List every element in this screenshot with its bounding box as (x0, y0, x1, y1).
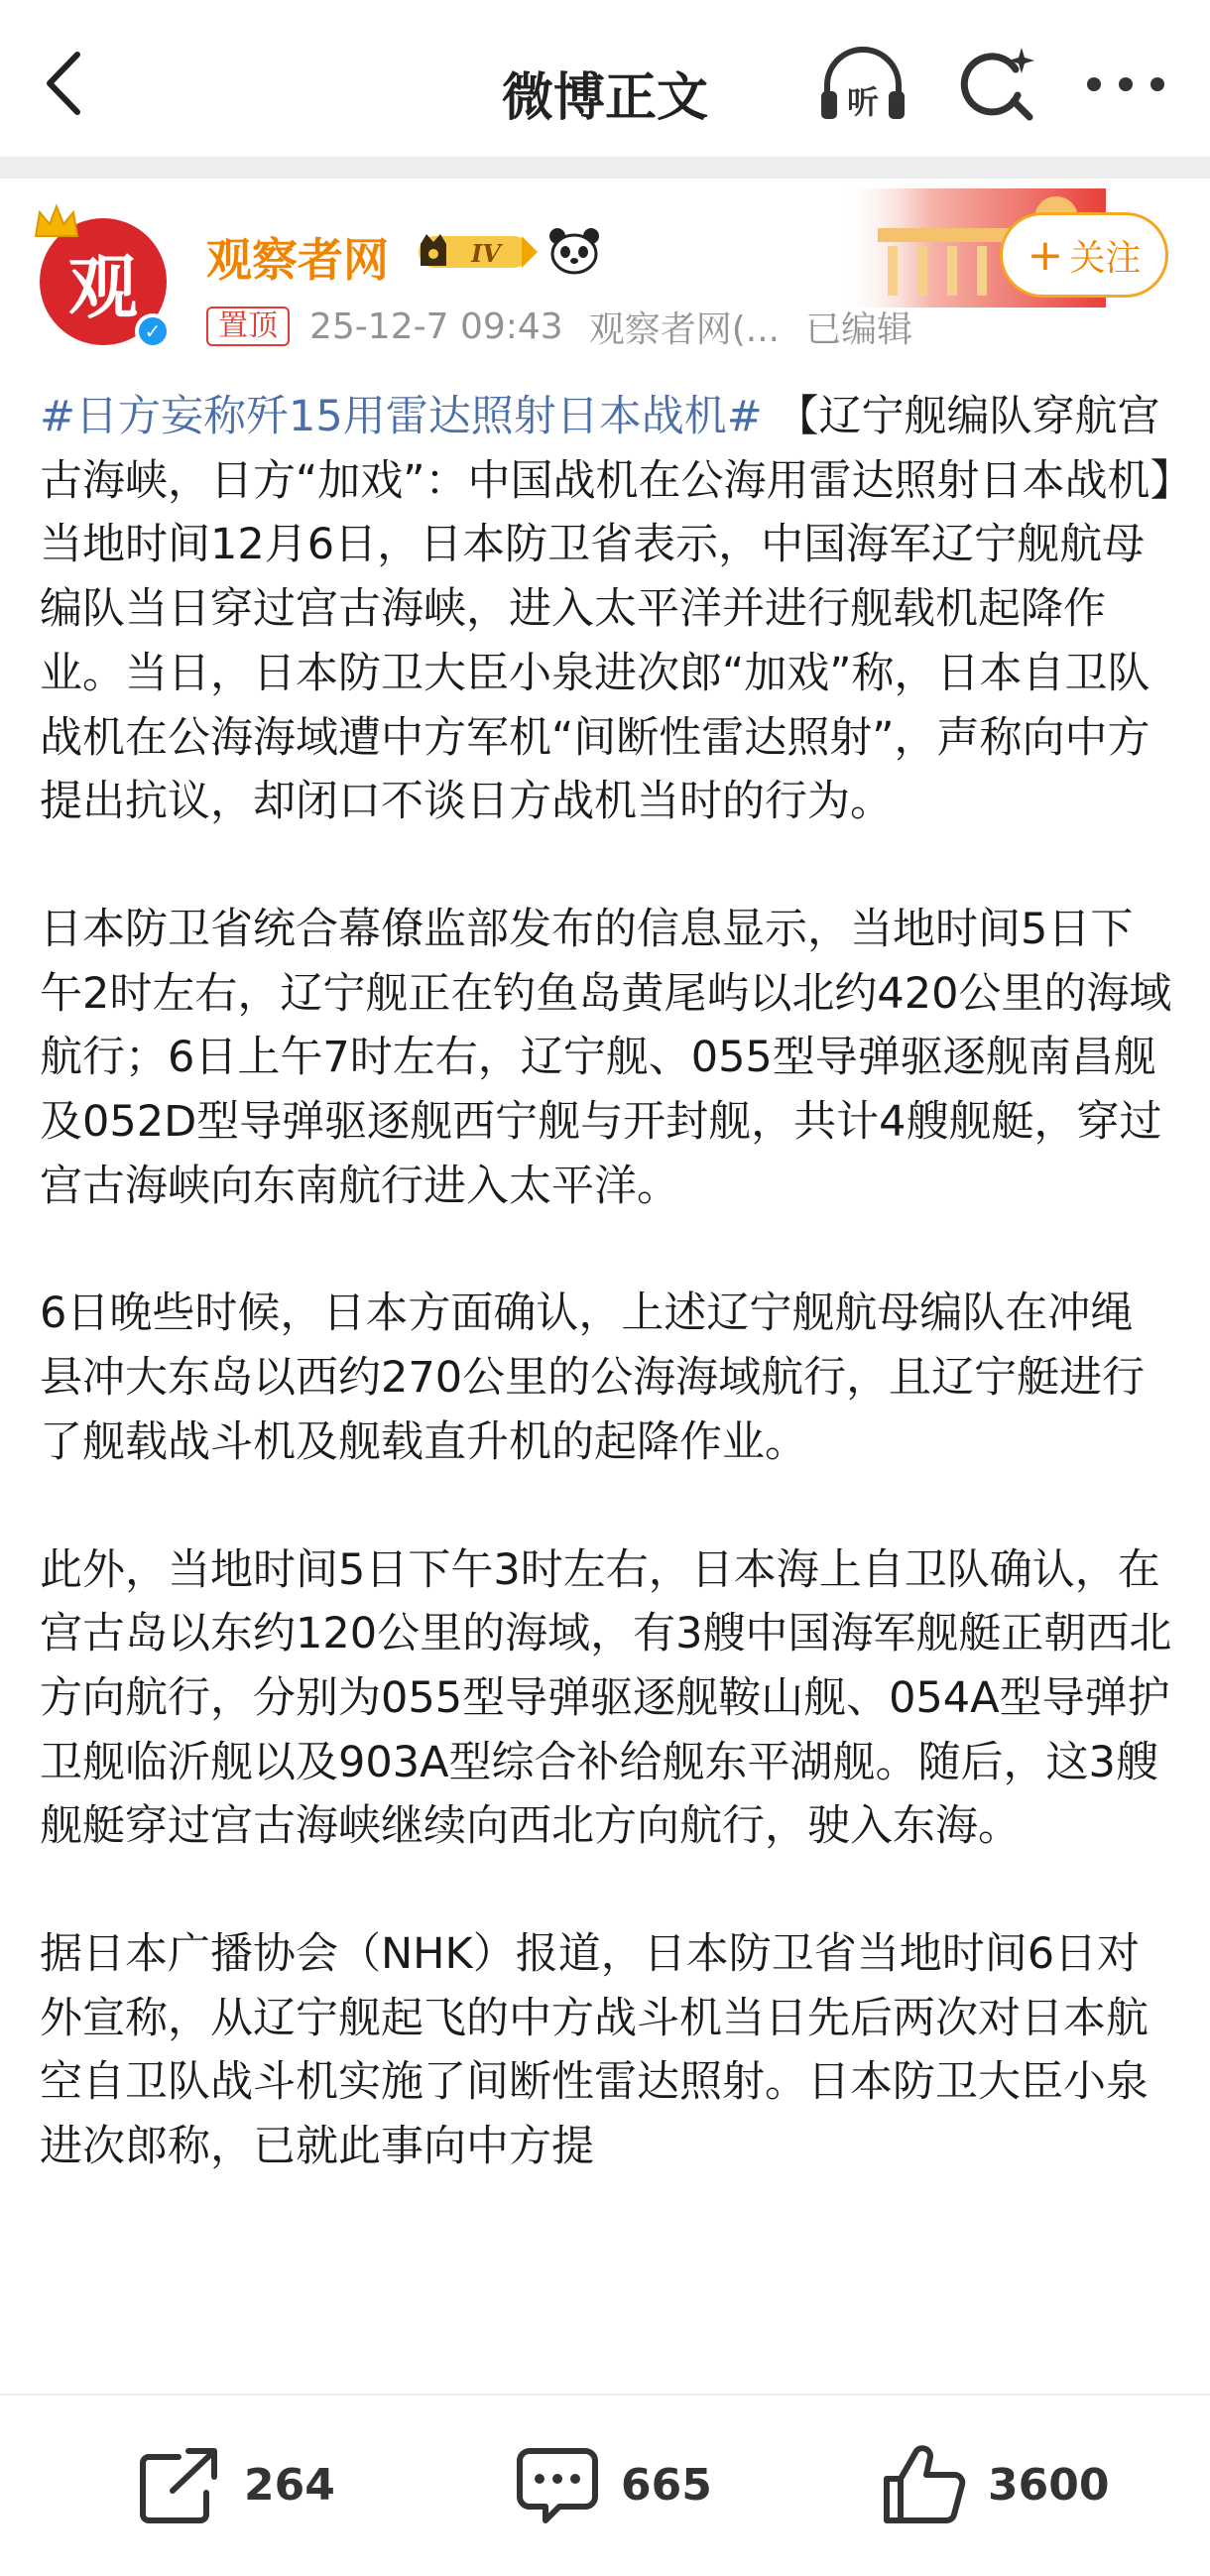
follow-label: 关注 (1069, 237, 1142, 279)
verified-icon: ✓ (135, 313, 171, 349)
bottom-action-bar (0, 2393, 1210, 2576)
share-icon (139, 2445, 222, 2524)
pinned-badge: 置顶 (206, 307, 290, 346)
paragraph-1-text: 【辽宁舰编队穿航宫古海峡，日方“加戏”：中国战机在公海用雷达照射日本战机】当地时间12月6日，日本防卫省表示，中国海军辽宁舰航母编队当日穿过宫古海峡，进入太平洋并进行舰载机起降作业。当日，日本防卫大臣小泉进次郎“加戏”称，日本自卫队战机在公海海域遭中方军机“间断性雷达照射”，声称向中方提出抗议，却闭口不谈日方战机当时的行为。 (40, 392, 1172, 827)
thumbs-up-icon (883, 2445, 966, 2524)
topic-hashtag-link[interactable]: #日方妄称歼15用雷达照射日本战机# (40, 392, 763, 441)
plus-icon: + (1027, 229, 1064, 281)
paragraph-1 (40, 385, 1175, 834)
page-title: 微博正文 (501, 68, 708, 128)
vip-level-badge (417, 230, 538, 274)
post-meta (206, 302, 938, 351)
panda-icon (547, 226, 601, 276)
top-nav-bar (0, 0, 1210, 157)
like-count: 3600 (988, 2459, 1110, 2511)
post-source[interactable]: 观察者网(... (588, 308, 781, 350)
search-icon[interactable] (952, 40, 1041, 129)
post-content (40, 385, 1175, 2243)
share-button[interactable] (139, 2445, 335, 2524)
avatar[interactable] (40, 218, 167, 345)
comment-count: 665 (621, 2459, 712, 2511)
listen-icon[interactable] (813, 40, 912, 129)
paragraph-2: 日本防卫省统合幕僚监部发布的信息显示，当地时间5日下午2时左右，辽宁舰正在钓鱼岛黄尾屿以北约420公里的海域航行；6日上午7时左右，辽宁舰、055型导弹驱逐舰南昌舰及052D型导弹驱逐舰西宁舰与开封舰，共计4艘舰艇，穿过宫古海峡向东南航行进入太平洋。 (40, 904, 1172, 1211)
comment-icon (516, 2445, 599, 2524)
vip-level-text: IV (471, 239, 501, 268)
like-button[interactable] (883, 2445, 1109, 2524)
paragraph-4: 此外，当地时间5日下午3时左右，日本海上自卫队确认，在宫古岛以东约120公里的海域，有3艘中国海军舰艇正朝西北方向航行，分别为055型导弹驱逐舰鞍山舰、054A型导弹护卫舰临沂舰以及903A型综合补给舰东平湖舰。随后，这3艘舰艇穿过宫古海峡继续向西北方向航行，驶入东海。 (40, 1544, 1172, 1852)
author-header (0, 179, 1210, 367)
paragraph-3: 6日晚些时候，日本方面确认，上述辽宁舰航母编队在冲绳县冲大东岛以西约270公里的公海海域航行，且辽宁艇进行了舰载战斗机及舰载直升机的起降作业。 (40, 1288, 1146, 1467)
post-time: 25-12-7 09:43 (309, 306, 563, 347)
comment-button[interactable] (516, 2445, 712, 2524)
more-options-icon[interactable] (1076, 40, 1175, 129)
follow-button[interactable] (1000, 212, 1168, 298)
avatar-logo: 观 (40, 218, 167, 345)
paragraph-5: 据日本广播协会（NHK）报道，日本防卫省当地时间6日对外宣称，从辽宁舰起飞的中方战斗机当日先后两次对日本航空自卫队战斗机实施了间断性雷达照射。日本防卫大臣小泉进次郎称，已就此事向中方提 (40, 1929, 1149, 2172)
edited-label[interactable]: 已编辑 (805, 308, 913, 350)
share-count: 264 (244, 2459, 335, 2511)
listen-glyph: 听 (846, 83, 880, 121)
crown-icon (32, 202, 81, 242)
section-divider (0, 157, 1210, 179)
author-name[interactable]: 观察者网 (206, 233, 389, 287)
